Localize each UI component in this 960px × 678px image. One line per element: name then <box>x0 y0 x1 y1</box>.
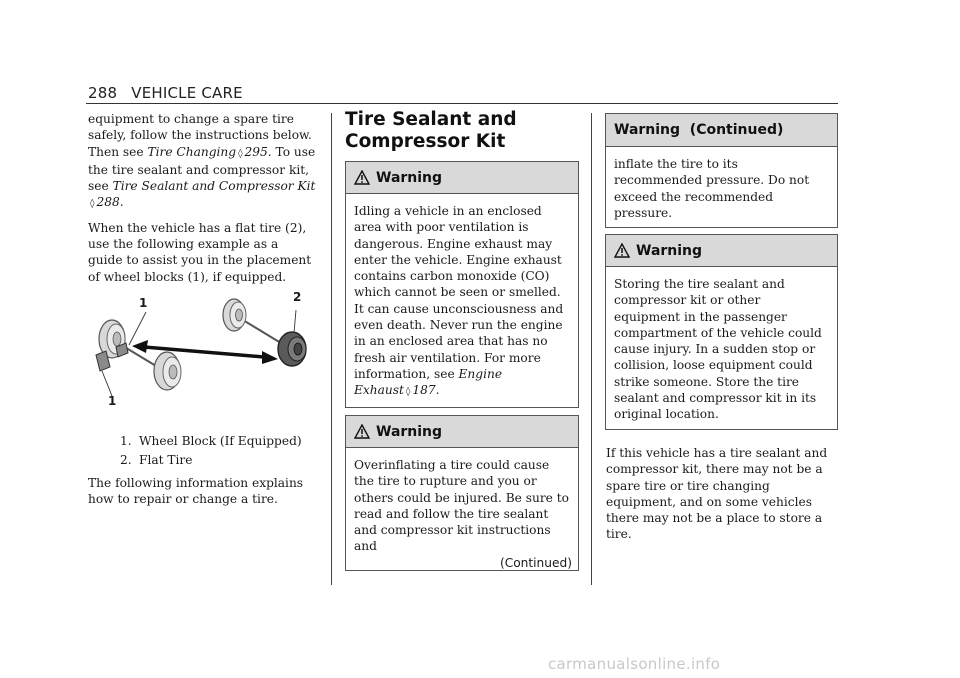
legend-number: 1. <box>120 433 132 448</box>
no-spare-paragraph: If this vehicle has a tire sealant and compressor kit, there may not be a spare tire or tire changing equipment, and on some vehicles there may not be a place to store a tire. <box>606 446 828 542</box>
repair-paragraph: The following information explains how to repair or change a tire. <box>88 475 304 506</box>
page-ref-icon: ◊ <box>405 387 411 398</box>
section-title <box>345 109 517 153</box>
column-divider-right <box>591 113 592 585</box>
page-ref-tire-changing[interactable]: 295 <box>244 144 268 159</box>
warning-title: Warning <box>636 242 703 259</box>
wheel-block-figure <box>88 289 316 425</box>
legend-text: Wheel Block (If Equipped) <box>139 433 302 448</box>
warning-body: inflate the tire to its recommended pressure. Do not exceed the recommended pressure. <box>614 157 810 220</box>
figure-legend <box>120 433 316 469</box>
wheel-block-illustration <box>88 295 316 425</box>
warning-header <box>346 162 578 194</box>
page-ref-icon: ◊ <box>90 199 95 210</box>
legend-item <box>120 433 316 449</box>
page-ref-icon: ◊ <box>238 148 243 159</box>
legend-number: 2. <box>120 453 132 468</box>
legend-item <box>120 452 316 468</box>
page-ref-engine-exhaust[interactable]: 187 <box>412 383 436 398</box>
flat-tire-paragraph: When the vehicle has a flat tire (2), use the following example as a guide to assist you in the placement of wheel blocks (1), if equipped. <box>88 220 312 284</box>
left-column <box>88 111 316 514</box>
warning-header <box>606 235 837 267</box>
warning-header <box>606 114 837 147</box>
rear-left-tire <box>223 299 246 331</box>
warning-body: Overinflating a tire could cause the tire to rupture and you or others could be injured. Be sure to read and follow the tire sealant and compressor kit instructions and <box>354 458 569 554</box>
page-header <box>88 84 243 102</box>
warning-text: Idling a vehicle in an enclosed area with poor ventilation is dangerous. Engine exhaust may enter the vehicle. Engine exhaust contains carbon monoxide (CO) which cannot be seen or smelled. It can cause unconsciousness and even death. Never run the engine in an enclosed area that has no fresh air ventilation. For more information, see <box>354 204 564 381</box>
page-number: 288 <box>88 84 118 102</box>
intro-text-c: . <box>119 195 124 210</box>
warning-body: Storing the tire sealant and compressor kit or other equipment in the passenger compartment of the vehicle could cause injury. In a sudden stop or collision, loose equipment could strike someone. Store the tire sealant and compressor kit in its original location. <box>614 277 822 422</box>
callout-label: 1 <box>108 393 117 408</box>
warning-title: Warning (Continued) <box>614 122 784 138</box>
header-rule <box>86 103 838 104</box>
link-tire-sealant[interactable]: Tire Sealant and Compressor Kit <box>112 179 316 194</box>
right-column-text <box>606 445 838 550</box>
warning-box-exhaust <box>345 161 579 408</box>
link-tire-changing[interactable]: Tire Changing <box>147 144 237 159</box>
warning-header <box>346 416 578 448</box>
warning-title: Warning <box>376 423 443 440</box>
section-title-line: Compressor Kit <box>345 131 506 152</box>
warning-body <box>346 194 578 407</box>
front-right-tire <box>154 352 181 390</box>
warning-text-end: . <box>435 383 440 398</box>
intro-paragraph <box>88 111 316 213</box>
intro-text-b: . To use the tire sealant and compressor kit, see <box>88 144 316 194</box>
warning-title: Warning <box>376 169 443 186</box>
continued-label: (Continued) <box>499 555 572 570</box>
legend-text: Flat Tire <box>139 453 193 468</box>
callout-label: 2 <box>293 289 302 304</box>
column-divider-left <box>331 113 332 585</box>
warning-triangle-icon <box>354 424 370 439</box>
watermark: carmanualsonline.info <box>548 655 721 673</box>
diagonal-arrow <box>132 340 278 364</box>
warning-box-continued <box>605 113 838 228</box>
warning-box-overinflation <box>345 415 579 571</box>
warning-triangle-icon <box>614 243 630 258</box>
intro-text-a: equipment to change a spare tire safely, follow the instructions below. Then see <box>88 112 312 159</box>
page-ref-tire-sealant[interactable]: 288 <box>96 195 120 210</box>
warning-triangle-icon <box>354 170 370 185</box>
callout-label: 1 <box>139 295 148 310</box>
warning-box-storage <box>605 234 838 430</box>
link-engine-exhaust[interactable]: Engine Exhaust <box>354 366 503 398</box>
section-name: VEHICLE CARE <box>131 84 243 102</box>
section-title-line: Tire Sealant and <box>345 109 517 130</box>
flat-tire <box>278 332 306 366</box>
